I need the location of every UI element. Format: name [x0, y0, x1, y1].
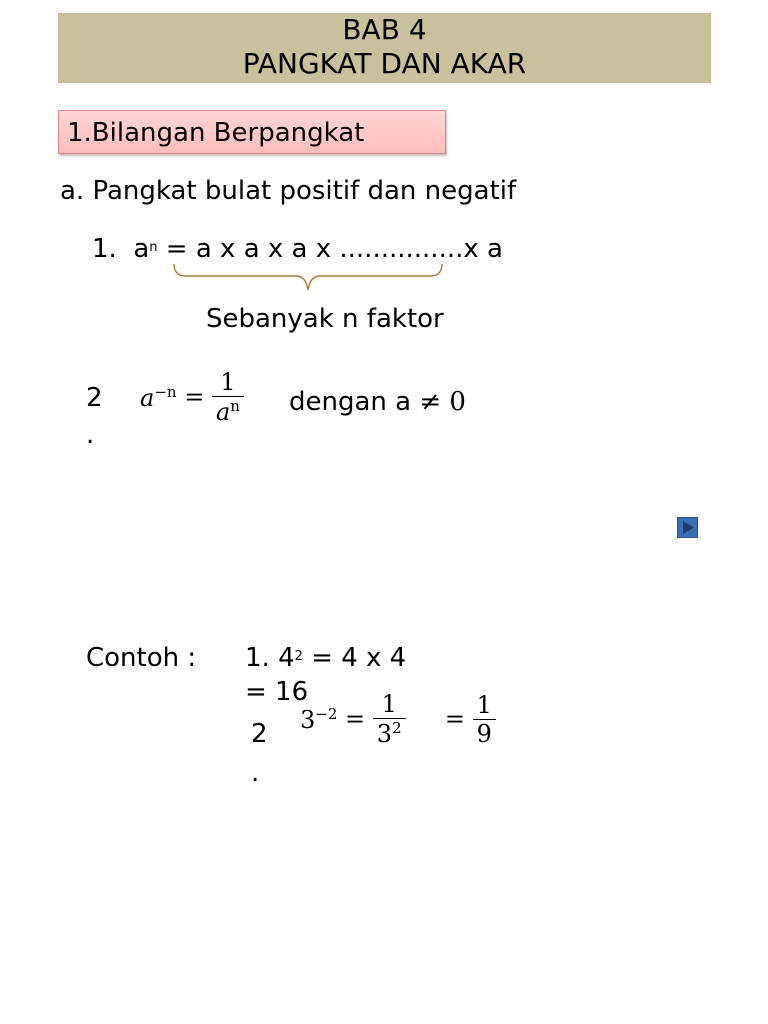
rule-2-formula — [140, 368, 244, 426]
example-2-numerator-1: 1 — [373, 690, 406, 719]
chapter-number: BAB 4 — [342, 13, 427, 46]
example-1-suffix: = 4 x 4 — [311, 643, 407, 673]
underbrace — [170, 262, 446, 294]
rule-2-lhs-base: a — [140, 383, 155, 412]
example-2-denominator-1-exponent: 2 — [392, 719, 402, 737]
rule-2-number-digit: 2 — [86, 383, 103, 413]
example-2-base: 3 — [300, 705, 316, 734]
example-2-denominator-2: 9 — [476, 719, 492, 748]
rule-2-condition — [289, 387, 466, 417]
rule-1-base: a — [133, 234, 150, 264]
example-label: Contoh : — [86, 643, 197, 673]
example-2-fraction-2 — [473, 691, 496, 748]
rule-1-exponent: n — [149, 240, 158, 255]
subheading: a. Pangkat bulat positif dan negatif — [60, 176, 517, 206]
rule-1-expansion: = a x a x a x ...............x a — [165, 234, 503, 264]
rule-2-equals: = — [184, 383, 205, 411]
example-2-formula — [300, 690, 496, 748]
example-2-number-dot: . — [251, 758, 260, 788]
play-right-glyph — [678, 518, 697, 537]
rule-2-denominator-exponent: n — [230, 397, 240, 415]
section-heading: 1.Bilangan Berpangkat — [58, 110, 446, 154]
example-1-line-1 — [245, 643, 406, 678]
example-2-number-digit: 2 — [251, 719, 268, 749]
rule-2-numerator: 1 — [212, 368, 244, 397]
rule-2-fraction — [212, 368, 244, 426]
example-2-denominator-1-base: 3 — [376, 720, 393, 748]
rule-2-condition-text: dengan a — [289, 387, 412, 417]
chapter-title: PANGKAT DAN AKAR — [242, 47, 527, 80]
rule-2-denominator-base: a — [215, 398, 231, 426]
example-2-equals-1: = — [345, 705, 366, 733]
rule-2-number-dot: . — [86, 420, 95, 450]
example-2-fraction-1 — [373, 690, 406, 748]
rule-1-number: 1. — [92, 234, 117, 264]
example-2-equals-2: = — [444, 705, 466, 733]
example-2-numerator-2: 1 — [473, 691, 496, 720]
example-1-prefix: 1. 4 — [245, 643, 295, 673]
play-right-icon[interactable] — [677, 517, 698, 538]
brace-label: Sebanyak n faktor — [206, 304, 444, 334]
example-1-line-2: = 16 — [245, 677, 309, 707]
example-2-exponent: −2 — [315, 704, 338, 723]
rule-2-lhs-exponent: −n — [154, 382, 177, 401]
title-banner — [58, 13, 711, 83]
rule-2-condition-math: ≠ 0 — [419, 387, 466, 417]
example-1-exponent: 2 — [294, 649, 303, 664]
